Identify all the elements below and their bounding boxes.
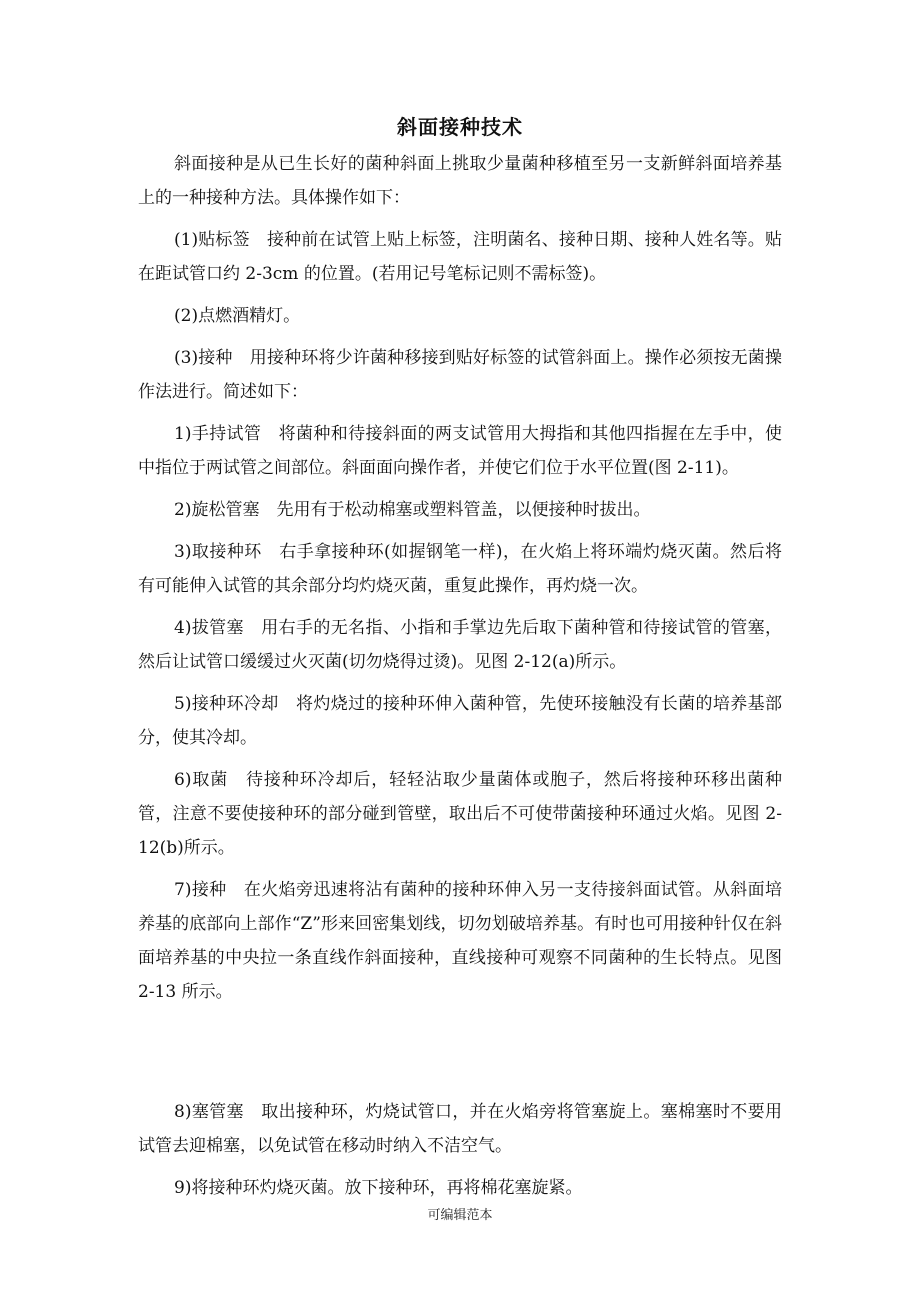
paragraph-substep-1: 1)手持试管 将菌种和待接斜面的两支试管用大拇指和其他四指握在左手中，使中指位于两试管之间部位。斜面面向操作者，并使它们位于水平位置(图 2-11)。 — [138, 424, 782, 478]
document-title: 斜面接种技术 — [397, 115, 523, 139]
document-body — [138, 147, 782, 1213]
paragraph-step-1: (1)贴标签 接种前在试管上贴上标签，注明菌名、接种日期、接种人姓名等。贴在距试管口约 2-3cm 的位置。(若用记号笔标记则不需标签)。 — [138, 230, 782, 284]
paragraph-substep-6: 6)取菌 待接种环冷却后，轻轻沾取少量菌体或胞子，然后将接种环移出菌种管，注意不要使接种环的部分碰到管壁，取出后不可使带菌接种环通过火焰。见图 2-12(b)所示。 — [138, 770, 782, 858]
paragraph-step-3: (3)接种 用接种环将少许菌种移接到贴好标签的试管斜面上。操作必须按无菌操作法进行。简述如下： — [138, 348, 782, 402]
paragraph-intro: 斜面接种是从已生长好的菌种斜面上挑取少量菌种移植至另一支新鲜斜面培养基上的一种接种方法。具体操作如下： — [138, 154, 782, 208]
paragraph-substep-8: 8)塞管塞 取出接种环，灼烧试管口，并在火焰旁将管塞旋上。塞棉塞时不要用试管去迎棉塞，以免试管在移动时纳入不洁空气。 — [138, 1102, 782, 1156]
blank-gap — [138, 1017, 782, 1095]
paragraph-step-2: (2)点燃酒精灯。 — [174, 306, 301, 326]
paragraph-substep-5: 5)接种环冷却 将灼烧过的接种环伸入菌种管，先使环接触没有长菌的培养基部分，使其冷却。 — [138, 694, 782, 748]
paragraph-substep-7: 7)接种 在火焰旁迅速将沾有菌种的接种环伸入另一支待接斜面试管。从斜面培养基的底部向上部作“Z”形来回密集划线，切勿划破培养基。有时也可用接种针仅在斜面培养基的中央拉一条直线作斜面接种，直线接种可观察不同菌种的生长特点。见图 2-13 所示。 — [138, 880, 782, 1002]
paragraph-substep-3: 3)取接种环 右手拿接种环(如握钢笔一样)，在火焰上将环端灼烧灭菌。然后将有可能伸入试管的其余部分均灼烧灭菌，重复此操作，再灼烧一次。 — [138, 542, 782, 596]
paragraph-substep-2: 2)旋松管塞 先用有于松动棉塞或塑料管盖，以便接种时拔出。 — [174, 500, 651, 520]
page-footer: 可编辑范本 — [427, 1208, 493, 1223]
paragraph-substep-9: 9)将接种环灼烧灭菌。放下接种环，再将棉花塞旋紧。 — [174, 1178, 583, 1198]
paragraph-substep-4: 4)拔管塞 用右手的无名指、小指和手掌边先后取下菌种管和待接试管的管塞，然后让试管口缓缓过火灭菌(切勿烧得过烫)。见图 2-12(a)所示。 — [138, 618, 782, 672]
